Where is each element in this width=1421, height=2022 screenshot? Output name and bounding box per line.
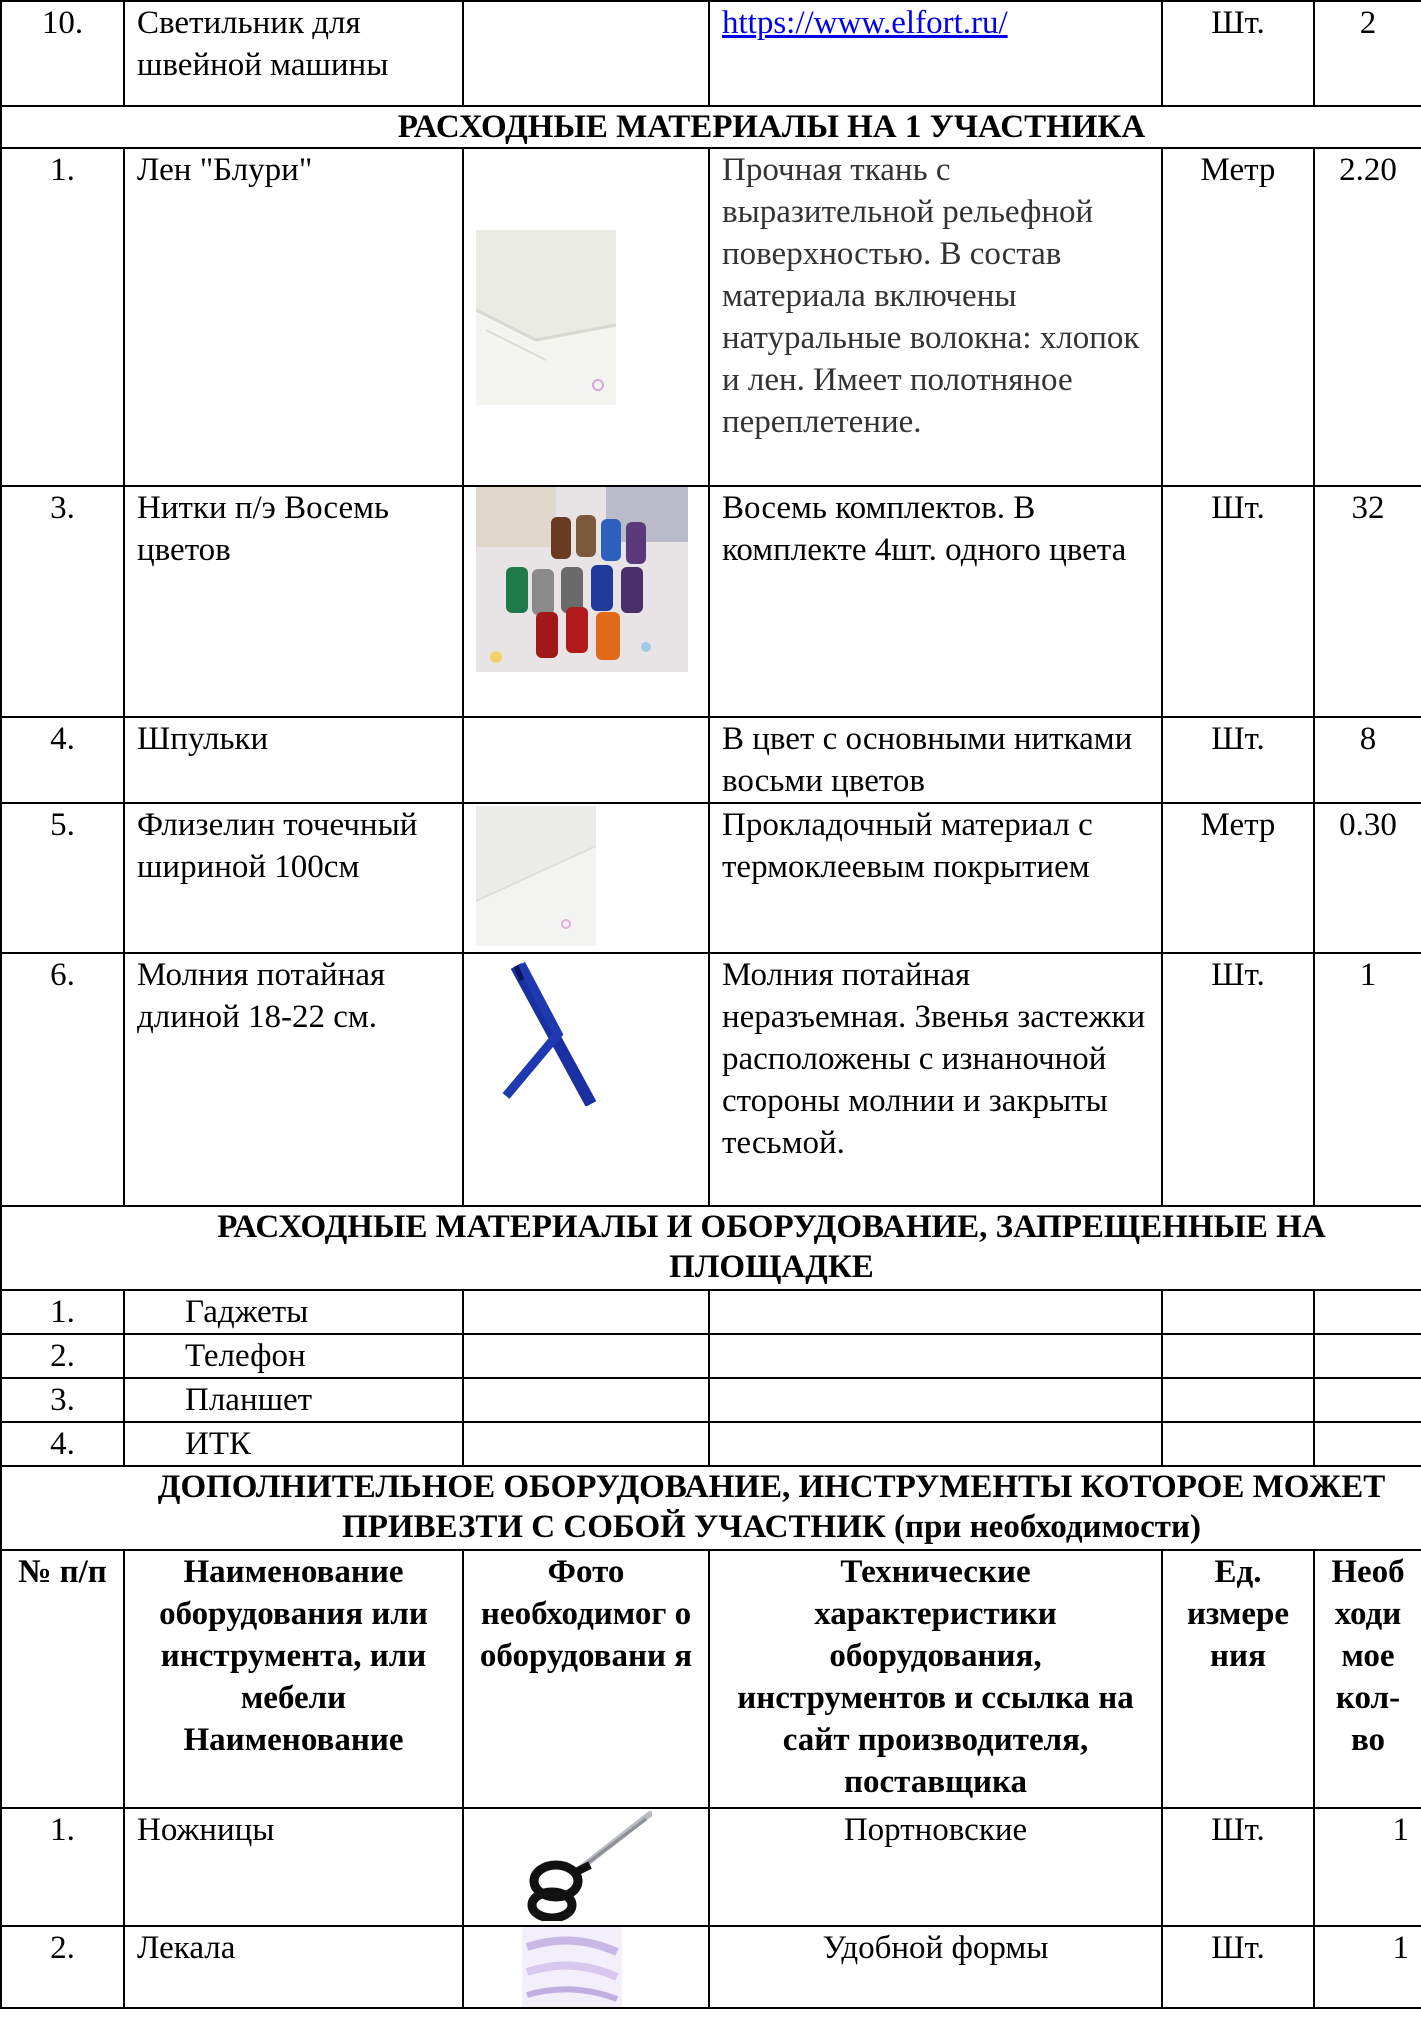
header-qty: Необ ходи мое кол-во: [1314, 1550, 1421, 1808]
table-row: [1, 1926, 1421, 2008]
item-name: Лекала: [124, 1926, 463, 2008]
section-title: ДОПОЛНИТЕЛЬНОЕ ОБОРУДОВАНИЕ, ИНСТРУМЕНТЫ КОТОРОЕ МОЖЕТ ПРИВЕЗТИ С СОБОЙ УЧАСТНИК (при необходимости): [1, 1466, 1421, 1550]
table-row: [1, 1290, 1421, 1334]
header-name: Наименование оборудования или инструмента, или мебели Наименование: [124, 1550, 463, 1808]
row-number: 5.: [1, 803, 124, 953]
unit: Метр: [1162, 148, 1314, 486]
item-name: Шпульки: [124, 717, 463, 803]
unit: Шт.: [1162, 1808, 1314, 1926]
table-row: [1, 1378, 1421, 1422]
item-description: Прочная ткань с выразительной рельефной поверхностью. В состав материала включены натуральные волокна: хлопок и лен. Имеет полотняное переплетение.: [709, 148, 1162, 486]
section-title: РАСХОДНЫЕ МАТЕРИАЛЫ И ОБОРУДОВАНИЕ, ЗАПРЕЩЕННЫЕ НА ПЛОЩАДКЕ: [1, 1206, 1421, 1290]
section-row: [1, 1206, 1421, 1290]
quantity: 2.20: [1314, 148, 1421, 486]
item-name: Гаджеты: [124, 1290, 463, 1334]
unit: Шт.: [1162, 1, 1314, 106]
item-description: Удобной формы: [709, 1926, 1162, 2008]
row-number: 2.: [1, 1926, 124, 2008]
section-row: [1, 106, 1421, 148]
thread-spools-image: [476, 487, 688, 672]
pattern-rulers-image: [522, 1927, 622, 2007]
table-row: [1, 803, 1421, 953]
row-number: 3.: [1, 486, 124, 717]
photo-cell: [463, 717, 709, 803]
item-link-cell: [709, 1, 1162, 106]
scissors-image: [522, 1809, 652, 1921]
quantity: 0.30: [1314, 803, 1421, 953]
header-unit: Ед. измере ния: [1162, 1550, 1314, 1808]
photo-cell: [463, 486, 709, 717]
row-number: 2.: [1, 1334, 124, 1378]
row-number: 10.: [1, 1, 124, 106]
item-name: Телефон: [124, 1334, 463, 1378]
item-name: Нитки п/э Восемь цветов: [124, 486, 463, 717]
zipper-image: [476, 956, 652, 1106]
photo-cell: [463, 148, 709, 486]
photo-cell: [463, 803, 709, 953]
quantity: 1: [1314, 1926, 1421, 2008]
unit: Шт.: [1162, 486, 1314, 717]
quantity: 1: [1314, 953, 1421, 1206]
header-num: № п/п: [1, 1550, 124, 1808]
table-row: [1, 1422, 1421, 1466]
item-name: Планшет: [124, 1378, 463, 1422]
item-name: Светильник для швейной машины: [124, 1, 463, 106]
section-row: [1, 1466, 1421, 1550]
item-name: Флизелин точечный шириной 100см: [124, 803, 463, 953]
table-row: [1, 1808, 1421, 1926]
item-description: Молния потайная неразъемная. Звенья застежки расположены с изнаночной стороны молнии и закрыты тесьмой.: [709, 953, 1162, 1206]
unit: Метр: [1162, 803, 1314, 953]
row-number: 1.: [1, 1290, 124, 1334]
quantity: 32: [1314, 486, 1421, 717]
row-number: 1.: [1, 1808, 124, 1926]
table-row: [1, 717, 1421, 803]
row-number: 1.: [1, 148, 124, 486]
item-name: Лен "Блури": [124, 148, 463, 486]
unit: Шт.: [1162, 953, 1314, 1206]
table-row: [1, 1, 1421, 106]
row-number: 3.: [1, 1378, 124, 1422]
table-row: [1, 148, 1421, 486]
item-name: ИТК: [124, 1422, 463, 1466]
item-name: Молния потайная длиной 18-22 см.: [124, 953, 463, 1206]
unit: Шт.: [1162, 717, 1314, 803]
unit: Шт.: [1162, 1926, 1314, 2008]
row-number: 6.: [1, 953, 124, 1206]
photo-cell: [463, 1808, 709, 1926]
interfacing-image: [476, 806, 596, 946]
item-description: Восемь комплектов. В комплекте 4шт. одного цвета: [709, 486, 1162, 717]
section-title: РАСХОДНЫЕ МАТЕРИАЛЫ НА 1 УЧАСТНИКА: [1, 106, 1421, 148]
item-description: Прокладочный материал с термоклеевым покрытием: [709, 803, 1162, 953]
header-row: [1, 1550, 1421, 1808]
linen-fabric-image: [476, 230, 616, 405]
header-desc: Технические характеристики оборудования, инструментов и ссылка на сайт производителя, поставщика: [709, 1550, 1162, 1808]
row-number: 4.: [1, 1422, 124, 1466]
item-description: Портновские: [709, 1808, 1162, 1926]
item-name: Ножницы: [124, 1808, 463, 1926]
table-row: [1, 486, 1421, 717]
supplier-link[interactable]: https://www.elfort.ru/: [722, 5, 1008, 41]
photo-cell: [463, 1, 709, 106]
photo-cell: [463, 953, 709, 1206]
table-row: [1, 1334, 1421, 1378]
quantity: 2: [1314, 1, 1421, 106]
photo-cell: [463, 1926, 709, 2008]
row-number: 4.: [1, 717, 124, 803]
item-description: В цвет с основными нитками восьми цветов: [709, 717, 1162, 803]
table-row: [1, 953, 1421, 1206]
header-photo: Фото необходимог о оборудовани я: [463, 1550, 709, 1808]
quantity: 8: [1314, 717, 1421, 803]
quantity: 1: [1314, 1808, 1421, 1926]
